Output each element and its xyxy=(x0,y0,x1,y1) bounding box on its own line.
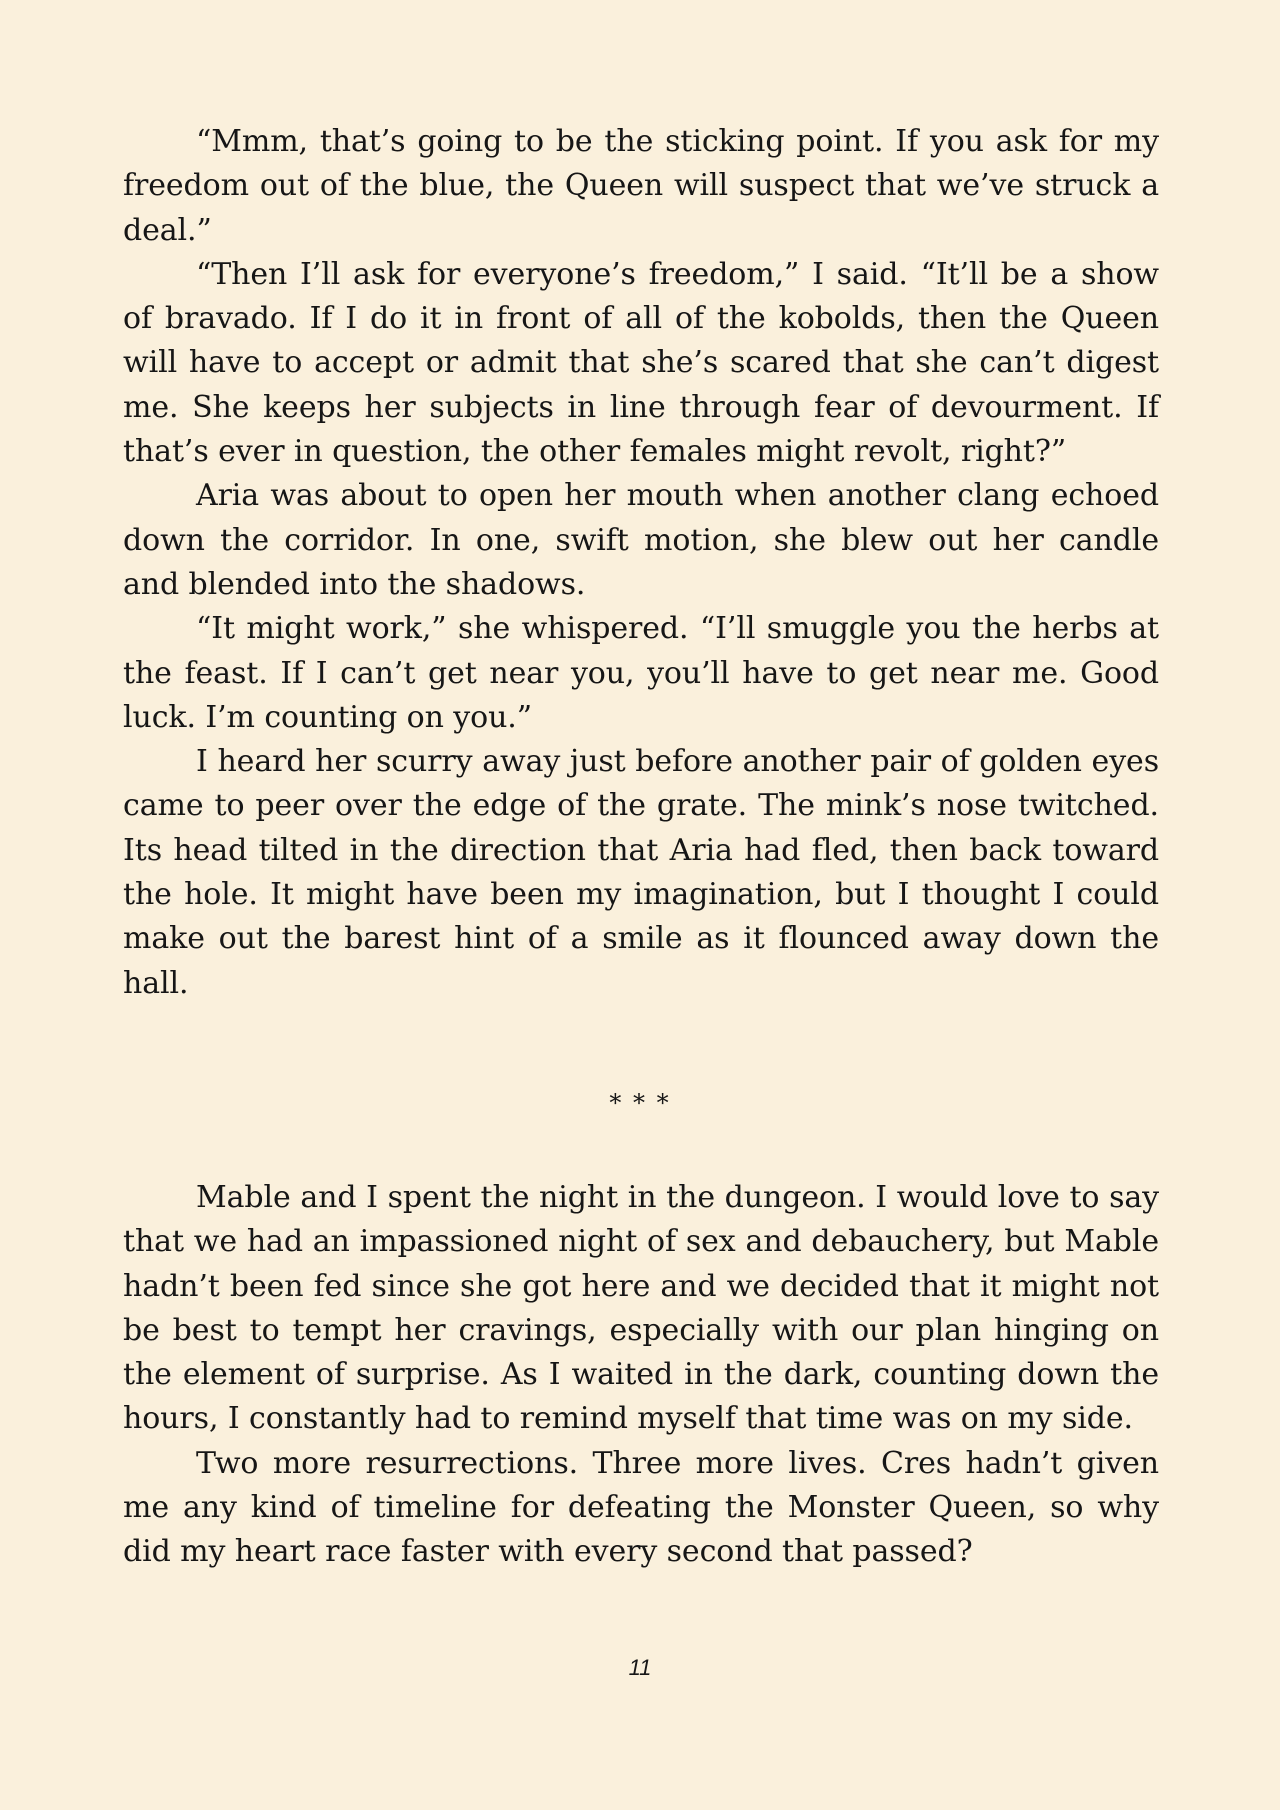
paragraph: “Then I’ll ask for everyone’s freedom,” I said. “It’ll be a show of bravado. If I do it in front of all of the kobolds, then the Queen will have to accept or admit that she’s scared that she can’t digest me. She keeps her subjects in line through fear of devourment. If that’s ever in question, the other females might revolt, right?” xyxy=(123,256,1159,470)
paragraph: Two more resurrections. Three more lives. Cres hadn’t given me any kind of timeline for defeating the Monster Queen, so why did my heart race faster with every second that passed? xyxy=(123,1445,1159,1570)
paragraph: Mable and I spent the night in the dungeon. I would love to say that we had an impassioned night of sex and debauchery, but Mable hadn’t been fed since she got here and we decided that it might not be best to tempt her cravings, especially with our plan hinging on the element of surprise. As I waited in the dark, counting down the hours, I constantly had to remind myself that time was on my side. xyxy=(123,1180,1159,1437)
paragraph: “Mmm, that’s going to be the sticking point. If you ask for my freedom out of the blue, the Queen will suspect that we’ve struck a deal.” xyxy=(123,124,1159,248)
paragraph: Aria was about to open her mouth when another clang echoed down the corridor. In one, swift motion, she blew out her candle and blended into the shadows. xyxy=(123,478,1159,602)
main-text-before-break xyxy=(123,120,1159,1006)
page-number: 11 xyxy=(628,1655,652,1680)
paragraph: “It might work,” she whispered. “I’ll smuggle you the herbs at the feast. If I can’t get near you, you’ll have to get near me. Good luck. I’m counting on you.” xyxy=(123,611,1159,735)
paragraph: I heard her scurry away just before another pair of golden eyes came to peer over the edge of the grate. The mink’s nose twitched. Its head tilted in the direction that Aria had fled, then back toward the hole. It might have been my imagination, but I thought I could make out the barest hint of a smile as it flounced away down the hall. xyxy=(123,744,1159,1001)
main-text-after-break xyxy=(123,1176,1159,1575)
scene-break: * * * xyxy=(609,1089,671,1117)
